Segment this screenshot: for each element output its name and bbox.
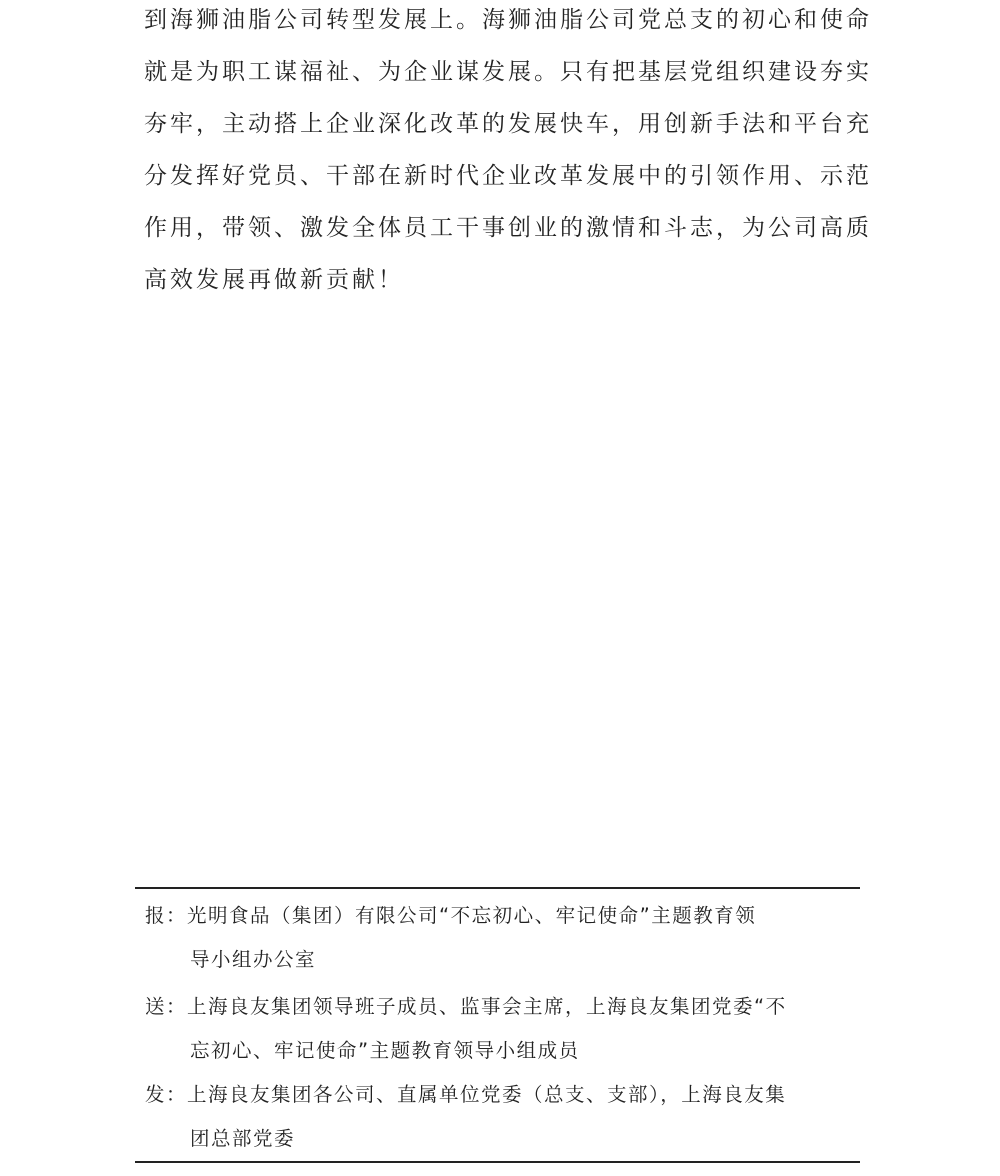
issue-to-entry <box>145 1073 860 1161</box>
send-to-label: 送： <box>145 995 188 1018</box>
distribution-block <box>135 887 860 1163</box>
send-to-entry <box>145 985 860 1073</box>
body-line: 分发挥好党员、干部在新时代企业改革发展中的引领作用、示范 <box>144 163 872 189</box>
issue-to-text: 上海良友集团各公司、直属单位党委（总支、支部），上海良友集 <box>187 1083 787 1106</box>
send-to-row <box>145 985 860 1029</box>
body-paragraph <box>144 0 872 312</box>
issue-to-row <box>145 1073 860 1117</box>
send-to-continuation: 忘初心、牢记使命”主题教育领导小组成员 <box>190 1039 580 1062</box>
body-line: 作用，带领、激发全体员工干事创业的激情和斗志，为公司高质 <box>144 215 872 241</box>
issue-to-label: 发： <box>145 1083 188 1106</box>
body-line: 到海狮油脂公司转型发展上。海狮油脂公司党总支的初心和使命 <box>144 7 872 33</box>
report-to-entry <box>145 894 860 982</box>
report-to-continuation: 导小组办公室 <box>190 948 317 971</box>
send-to-text: 上海良友集团领导班子成员、监事会主席，上海良友集团党委“不 <box>187 995 787 1018</box>
issue-to-continuation: 团总部党委 <box>190 1127 296 1150</box>
body-line: 就是为职工谋福祉、为企业谋发展。只有把基层党组织建设夯实 <box>144 59 872 85</box>
body-line: 高效发展再做新贡献！ <box>144 267 404 293</box>
report-to-text: 光明食品（集团）有限公司“不忘初心、牢记使命”主题教育领 <box>187 904 757 927</box>
body-line: 夯牢，主动搭上企业深化改革的发展快车，用创新手法和平台充 <box>144 111 872 137</box>
report-to-label: 报： <box>145 904 188 927</box>
report-to-row <box>145 894 860 938</box>
